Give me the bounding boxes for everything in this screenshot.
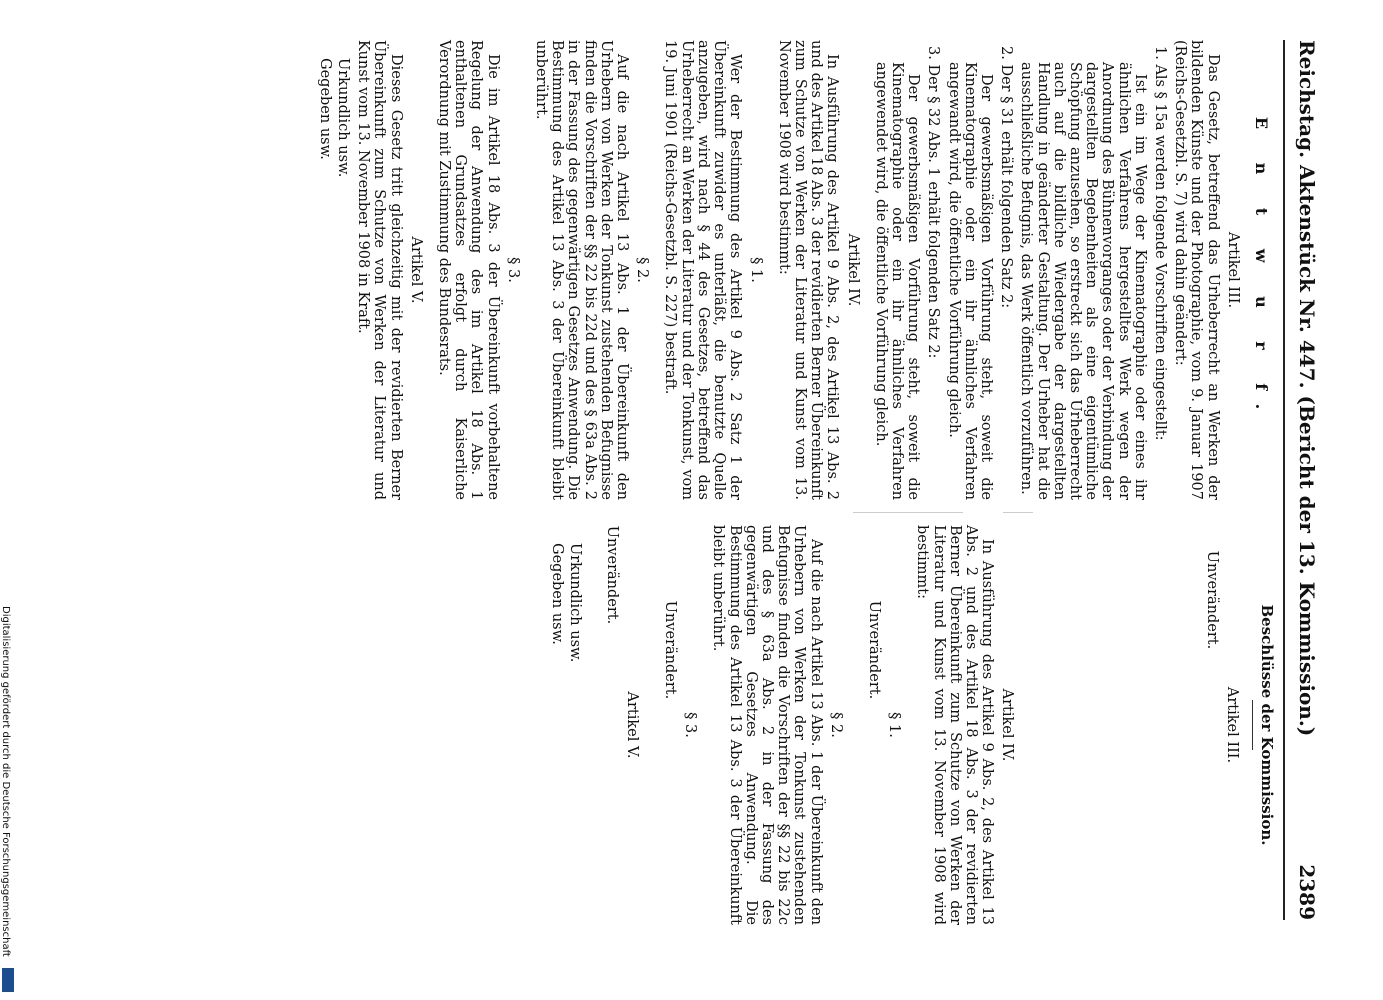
article-5-text: Dieses Gesetz tritt gleichzeitig mit der revidierten Berner Übereinkunft zum Schutze von Werken der Literatur und Kunst vom 13. November 1908 in Kraft.: [355, 40, 404, 500]
commission-article-5-heading: Artikel V.: [623, 691, 640, 759]
draft-column: [317, 40, 1275, 500]
commission-section-2-heading: § 2.: [827, 712, 844, 738]
title-rule: [1252, 700, 1253, 750]
commission-section-3-heading: § 3.: [682, 712, 699, 738]
article-3-item-2: 2. Der § 31 erhält folgenden Satz 2:: [998, 46, 1015, 309]
article-5-heading: Artikel V.: [407, 236, 424, 304]
section-1-heading: § 1.: [747, 257, 764, 283]
article-3-item-1-text: Ist ein im Wege der Kinematographie oder eines ihr ähnlichen Verfahrens hergestelltes Werk wegen der Anordnung des Bühnenvorganges oder der Verbindung der dargestellten Begebenheiten als eine eigentümliche Schöpfung anzusehen, so erstreckt sich das Urheberrecht auch auf die bildliche Wiedergabe der dargestellten Handlung in geänderter Gestaltung. Der Urheber hat die ausschließliche Befugnis, das Werk öffentlich vorzuführen.: [1018, 62, 1148, 500]
commission-section-2-text: Auf die nach Artikel 13 Abs. 1 der Übereinkunft den Urhebern von Werken der Tonkunst zustehenden Befugnisse finden die Vorschriften der §§ 22 bis 22c und des § 63a Abs. 2 in der Fassung des gegenwärtigen Gesetzes Anwendung. Die Bestimmung des Artikel 13 Abs. 3 der Übereinkunft bleibt unberührt.: [710, 525, 824, 925]
article-4-heading: Artikel IV.: [844, 233, 861, 307]
commission-section-1-text: Unverändert.: [865, 600, 882, 700]
header-title: Reichstag. Aktenstück Nr. 447. (Bericht der 13. Kommission.): [1295, 40, 1319, 737]
section-3-text: Die im Artikel 18 Abs. 3 der Übereinkunft vorbehaltene Regelung der Anwendung des im Artikel 18 Abs. 1 enthaltenen Grundsatzes erfolgt durch Kaiserliche Verordnung mit Zustimmung des Bundesrats.: [436, 40, 501, 500]
article-3-item-2-text: Der gewerbsmäßigen Vorführung steht, soweit die Kinematographie oder ein ihr ähnliches Verfahren angewandt wird, die öffentliche Vorführung gleich.: [945, 62, 994, 500]
article-4-intro: In Ausführung des Artikel 9 Abs. 2, des Artikel 13 Abs. 2 und des Artikel 18 Abs. 3 der revidierten Berner Übereinkunft zum Schutze von Werken der Literatur und Kunst vom 13. November 1908 wird bestimmt:: [775, 40, 841, 500]
commission-article-4-heading: Artikel IV.: [999, 688, 1016, 762]
commission-closing-gegeben: Gegeben usw.: [549, 543, 566, 645]
commission-title: Beschlüsse der Kommission.: [1258, 604, 1276, 846]
article-3-item-1: 1. Als § 15a werden folgende Vorschriften eingestellt:: [1151, 46, 1168, 441]
draft-title: E n t w u r f.: [1252, 116, 1271, 424]
digitization-note: [0, 606, 14, 996]
commission-section-1-heading: § 1.: [886, 712, 903, 738]
article-3-item-3: 3. Der § 32 Abs. 1 erhält folgenden Satz 2:: [925, 46, 942, 359]
closing-gegeben: Gegeben usw.: [316, 58, 333, 160]
commission-closing-urkundlich: Urkundlich usw.: [567, 543, 584, 663]
digitization-note-text: Digitalisierung gefördert durch die Deutsche Forschungsgemeinschaft: [0, 606, 11, 957]
commission-article-4-intro: In Ausführung des Artikel 9 Abs. 2, des Artikel 13 Abs. 2 und des Artikel 18 Abs. 3 der revidierten Berner Übereinkunft zum Schutze von Werken der Literatur und Kunst vom 13. November 1908 wird bestimmt:: [914, 525, 996, 925]
page-header: [1283, 40, 1325, 920]
section-2-heading: § 2.: [634, 257, 651, 283]
section-3-heading: § 3.: [504, 257, 521, 283]
dfg-logo: [2, 968, 14, 992]
commission-article-3-text: Unverändert.: [1203, 550, 1220, 650]
column-divider: [1003, 512, 1033, 513]
page-number: 2389: [1295, 864, 1319, 920]
section-2-text: Auf die nach Artikel 13 Abs. 1 der Übereinkunft den Urhebern von Werken der Tonkunst zustehenden Befugnisse finden die Vorschriften der §§ 22 bis 22d und des § 63a Abs. 2 in der Fassung des gegenwärtigen Gesetzes Anwendung. Die Bestimmung des Artikel 13 Abs. 3 der Übereinkunft bleibt unberührt.: [533, 40, 631, 500]
commission-article-3-heading: Artikel III.: [1223, 686, 1240, 764]
commission-column: [549, 525, 1275, 925]
article-3-heading: Artikel III.: [1224, 231, 1241, 309]
article-3-intro: Das Gesetz, betreffend das Urheberrecht an Werken der bildenden Künste und der Photographie, vom 9. Januar 1907 (Reichs-Gesetzbl. S. 7) wird dahin geändert:: [1172, 40, 1221, 500]
closing-urkundlich: Urkundlich usw.: [335, 58, 352, 178]
commission-article-5-text: Unverändert.: [603, 525, 620, 625]
section-1-text: Wer der Bestimmung des Artikel 9 Abs. 2 Satz 1 der Übereinkunft zuwider es unterläßt, die benutzte Quelle anzugeben, wird nach § 44 des Gesetzes, betreffend das Urheberrecht an Werken der Literatur und der Tonkunst, vom 19. Juni 1901 (Reichs-Gesetzbl. S. 227) bestraft.: [662, 40, 744, 500]
article-3-item-3-text: Der gewerbsmäßigen Vorführung steht, soweit die Kinematographie oder ein ihr ähnliches Verfahren angewendet wird, die öffentliche Vorführung gleich.: [872, 62, 922, 500]
commission-section-3-text: Unverändert.: [661, 600, 678, 700]
